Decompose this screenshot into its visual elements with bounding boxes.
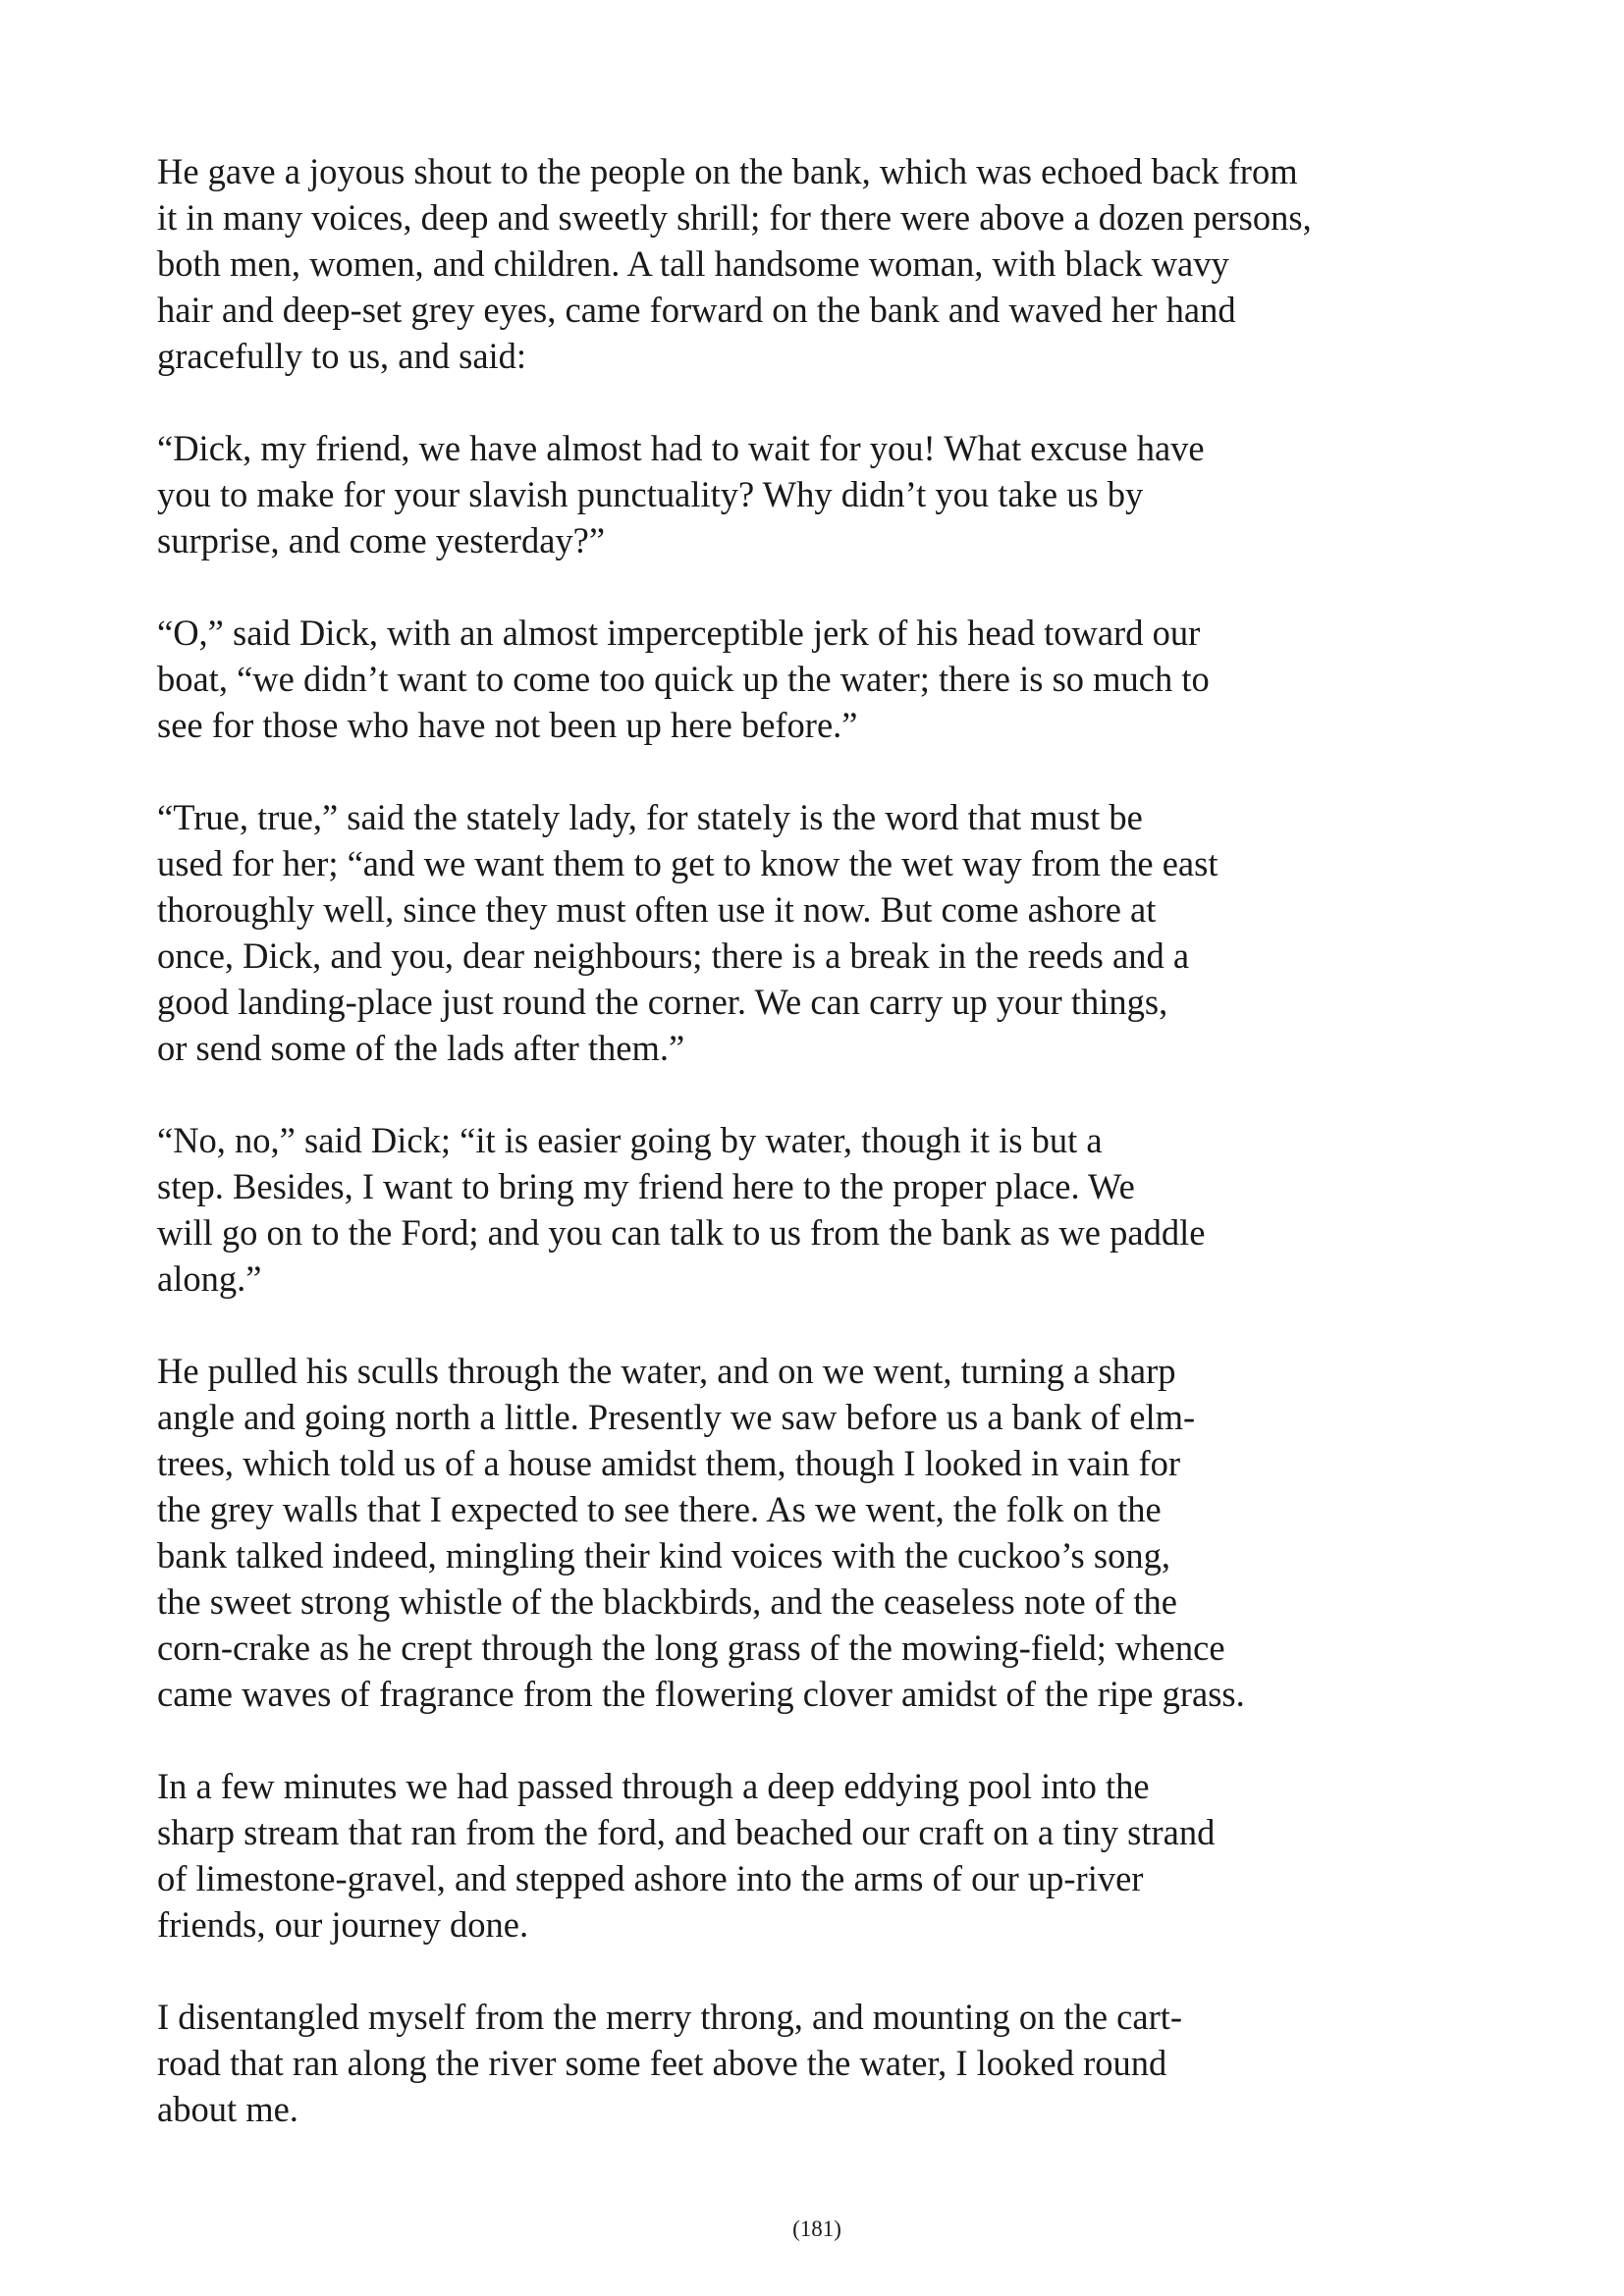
text-line: it in many voices, deep and sweetly shrill; for there were above a dozen persons, (157, 197, 1312, 238)
text-line: step. Besides, I want to bring my friend here to the proper place. We (157, 1166, 1135, 1206)
text-line: He gave a joyous shout to the people on the bank, which was echoed back from (157, 151, 1298, 191)
text-line: bank talked indeed, mingling their kind voices with the cuckoo’s song, (157, 1535, 1170, 1575)
page-number: (181) (792, 2216, 841, 2241)
text-line: “No, no,” said Dick; “it is easier going by water, though it is but a (157, 1120, 1103, 1160)
paragraph (157, 1763, 1434, 1948)
text-line: He pulled his sculls through the water, and on we went, turning a sharp (157, 1351, 1176, 1391)
text-line: hair and deep-set grey eyes, came forward on the bank and waved her hand (157, 290, 1236, 330)
text-line: of limestone-gravel, and stepped ashore into the arms of our up-river (157, 1858, 1144, 1898)
text-line: In a few minutes we had passed through a deep eddying pool into the (157, 1766, 1150, 1806)
text-line: thoroughly well, since they must often use it now. But come ashore at (157, 889, 1157, 930)
paragraph (157, 425, 1434, 563)
text-line: both men, women, and children. A tall handsome woman, with black wavy (157, 243, 1229, 284)
text-line: will go on to the Ford; and you can talk to us from the bank as we paddle (157, 1212, 1206, 1253)
text-line: gracefully to us, and said: (157, 336, 527, 376)
text-line: boat, “we didn’t want to come too quick up the water; there is so much to (157, 659, 1210, 699)
text-line: the grey walls that I expected to see there. As we went, the folk on the (157, 1489, 1162, 1529)
text-line: I disentangled myself from the merry throng, and mounting on the cart- (157, 1997, 1183, 2037)
text-line: “True, true,” said the stately lady, for stately is the word that must be (157, 797, 1143, 837)
paragraph (157, 1994, 1434, 2132)
text-line: the sweet strong whistle of the blackbirds, and the ceaseless note of the (157, 1581, 1177, 1622)
paragraph (157, 1348, 1434, 1717)
text-line: or send some of the lads after them.” (157, 1028, 685, 1068)
paragraph (157, 148, 1434, 379)
text-line: “Dick, my friend, we have almost had to wait for you! What excuse have (157, 428, 1205, 468)
text-line: angle and going north a little. Presently we saw before us a bank of elm- (157, 1397, 1196, 1437)
text-line: friends, our journey done. (157, 1904, 529, 1945)
text-line: trees, which told us of a house amidst them, though I looked in vain for (157, 1443, 1181, 1483)
text-line: good landing-place just round the corner. We can carry up your things, (157, 982, 1168, 1022)
text-line: corn-crake as he crept through the long grass of the mowing-field; whence (157, 1628, 1225, 1668)
text-line: road that ran along the river some feet above the water, I looked round (157, 2043, 1167, 2083)
paragraph (157, 1117, 1434, 1302)
text-line: once, Dick, and you, dear neighbours; there is a break in the reeds and a (157, 935, 1190, 976)
text-line: came waves of fragrance from the flowering clover amidst of the ripe grass. (157, 1674, 1245, 1714)
text-line: along.” (157, 1258, 262, 1299)
text-line: see for those who have not been up here before.” (157, 705, 858, 745)
text-line: about me. (157, 2089, 298, 2129)
paragraph (157, 794, 1434, 1071)
text-line: surprise, and come yesterday?” (157, 520, 606, 561)
text-line: you to make for your slavish punctuality? Why didn’t you take us by (157, 474, 1144, 514)
body-text (157, 148, 1434, 2178)
text-line: used for her; “and we want them to get to know the wet way from the east (157, 843, 1218, 883)
text-line: “O,” said Dick, with an almost imperceptible jerk of his head toward our (157, 613, 1201, 653)
text-line: sharp stream that ran from the ford, and beached our craft on a tiny strand (157, 1812, 1216, 1852)
paragraph (157, 610, 1434, 748)
